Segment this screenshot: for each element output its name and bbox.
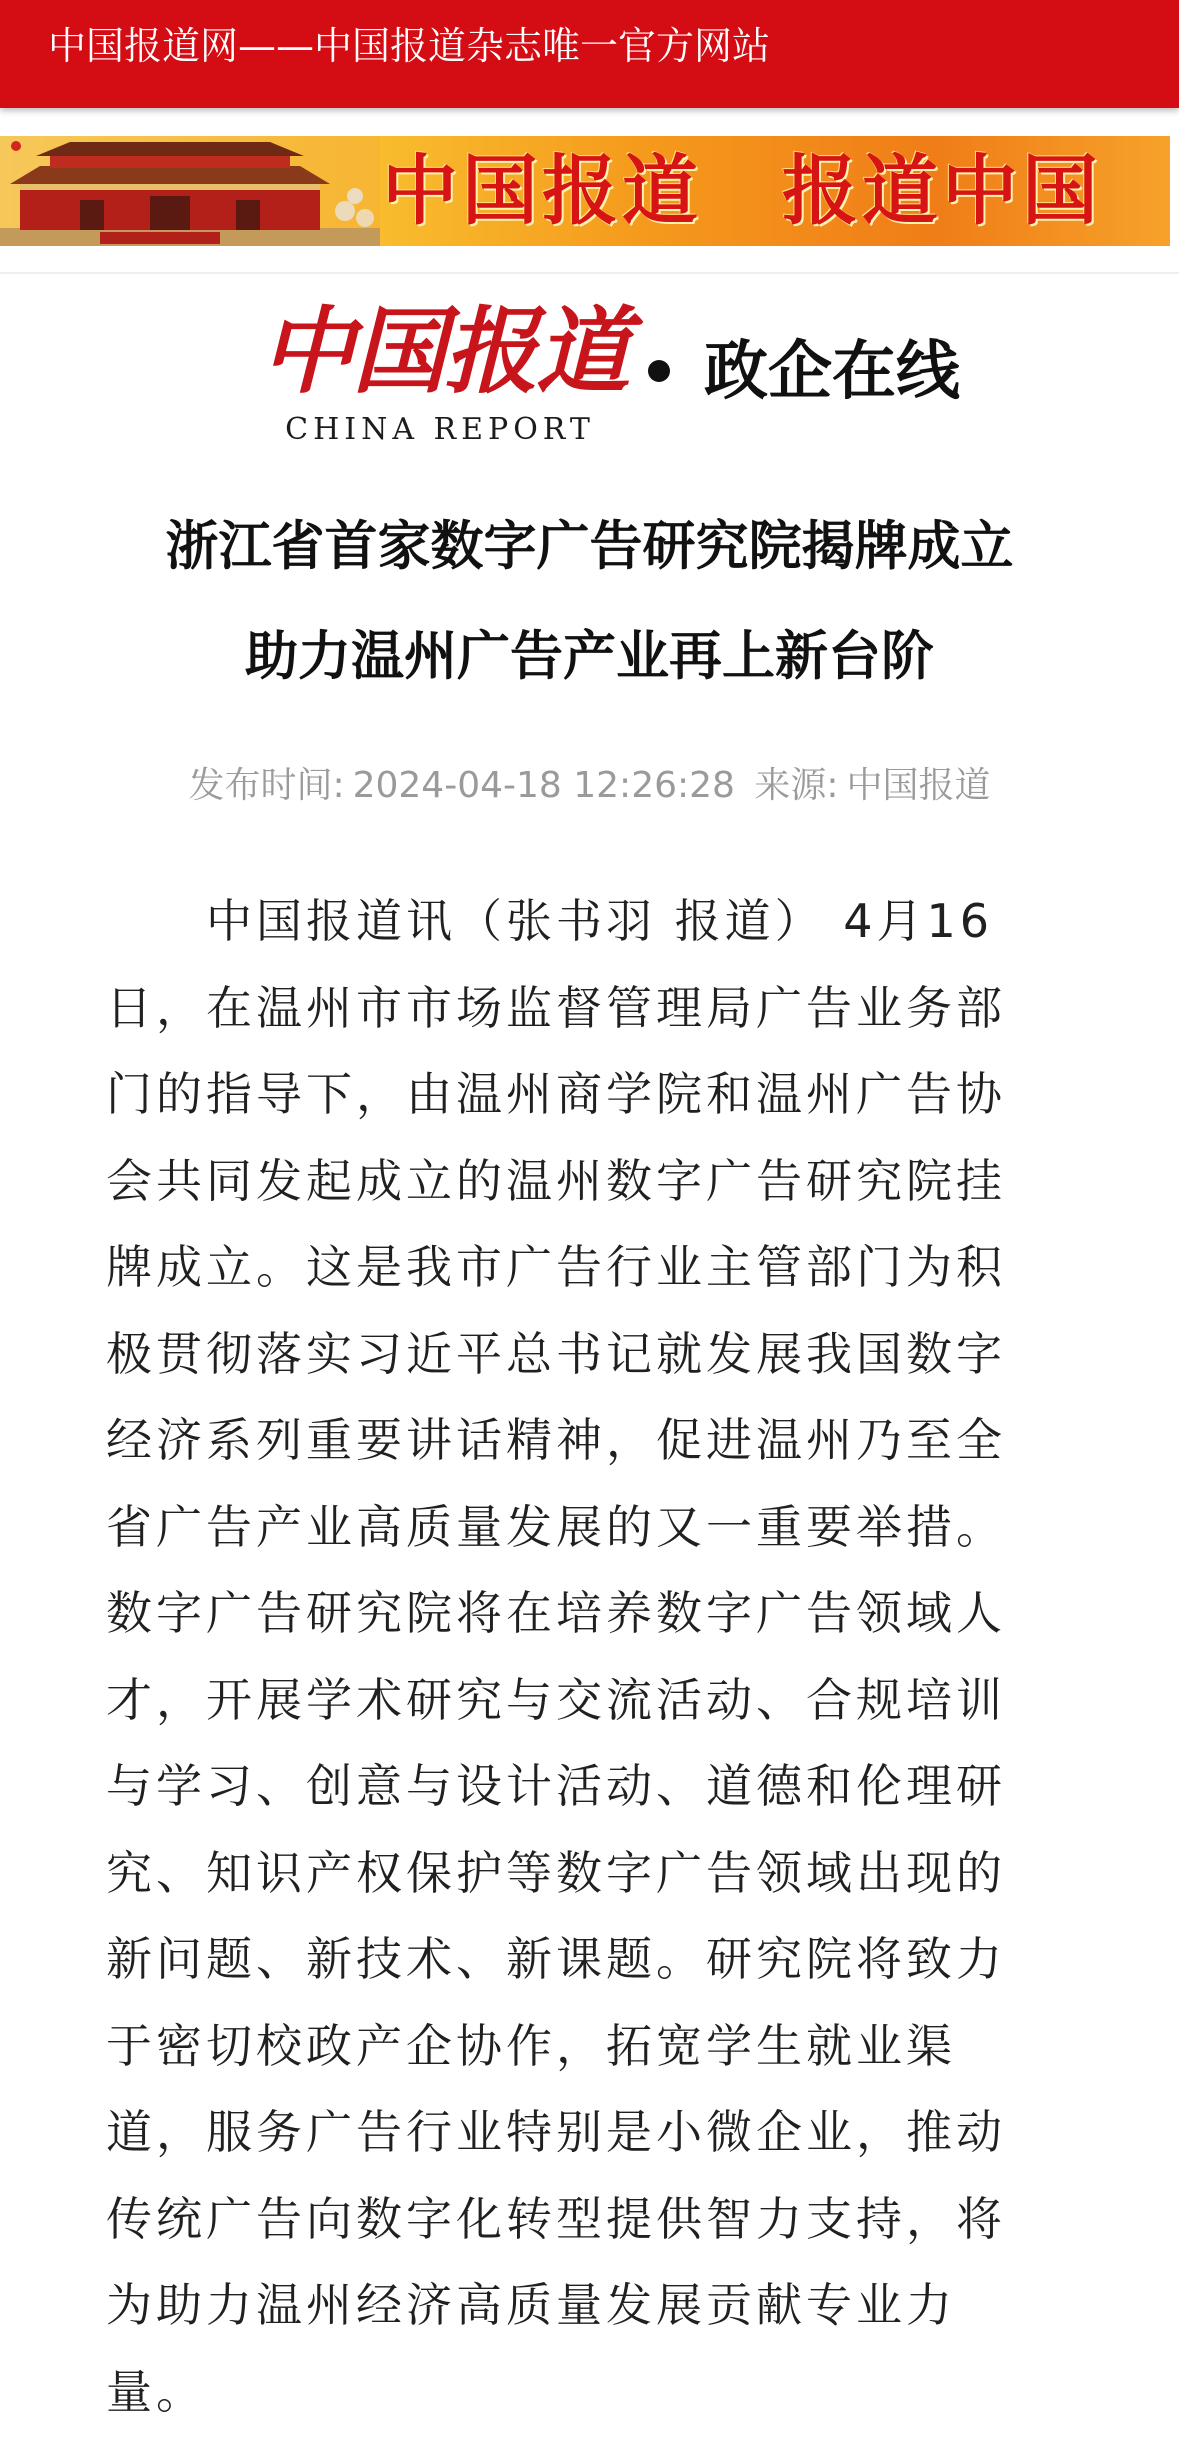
- body-line: 于密切校政产企协作，拓宽学生就业渠: [106, 2018, 956, 2073]
- body-line: 量。: [106, 2364, 206, 2419]
- body-line: 会共同发起成立的温州数字广告研究院挂: [106, 1153, 1006, 1208]
- body-line: 道，服务广告行业特别是小微企业，推动: [106, 2105, 1006, 2159]
- article-title-line-1: 浙江省首家数字广告研究院揭牌成立: [165, 516, 1014, 577]
- body-line: 日，在温州市市场监督管理局广告业务部: [106, 980, 1006, 1035]
- publish-time-label: 发布时间:: [188, 765, 345, 806]
- body-line: 新问题、新技术、新课题。研究院将致力: [106, 1932, 1006, 1986]
- section-divider: [0, 272, 1179, 274]
- brand-logo-block[interactable]: [260, 297, 960, 458]
- source-name: 中国报道: [846, 765, 991, 806]
- source-label: 来源:: [754, 765, 839, 806]
- body-line: 数字广告研究院将在培养数字广告领域人: [106, 1586, 1006, 1640]
- body-line: 传统广告向数字化转型提供智力支持，将: [106, 2191, 1006, 2246]
- article-meta: [0, 756, 1179, 816]
- article-body: [106, 878, 1066, 2435]
- site-title[interactable]: 中国报道网——中国报道杂志唯一官方网站: [48, 24, 771, 68]
- publish-time: 2024-04-18 12:26:28: [352, 765, 735, 806]
- body-line: 为助力温州经济高质量发展贡献专业力: [106, 2278, 956, 2332]
- body-line: 省广告产业高质量发展的又一重要举措。: [106, 1499, 1006, 1554]
- body-line: 与学习、创意与设计活动、道德和伦理研: [106, 1759, 1006, 1813]
- article-paragraph: [106, 878, 1066, 2435]
- brand-section-name: 政企在线: [704, 335, 960, 409]
- body-line: 极贯彻落实习近平总书记就发展我国数字: [106, 1326, 1006, 1381]
- bullet-dot-icon: [648, 360, 670, 382]
- body-line: 经济系列重要讲话精神，促进温州乃至全: [106, 1413, 1006, 1467]
- article-title: [0, 492, 1179, 712]
- brand-logo-en: CHINA REPORT: [285, 412, 595, 447]
- body-line: 中国报道讯（张书羽 报道） 4月16: [106, 894, 994, 948]
- body-line: 才，开展学术研究与交流活动、合规培训: [106, 1672, 1006, 1727]
- body-line: 牌成立。这是我市广告行业主管部门为积: [106, 1240, 1006, 1294]
- brand-logo-cn: 中国报道: [260, 297, 629, 407]
- banner-slogan-left: 中国报道: [382, 146, 702, 235]
- promo-banner[interactable]: [0, 136, 1170, 246]
- article-title-line-2: 助力温州广告产业再上新台阶: [245, 626, 934, 687]
- banner-slogan-right: 报道中国: [782, 146, 1102, 235]
- body-line: 究、知识产权保护等数字广告领域出现的: [106, 1845, 1006, 1900]
- site-header-bar: [0, 0, 1179, 108]
- tiananmen-gate-icon: [0, 136, 380, 246]
- body-line: 门的指导下，由温州商学院和温州广告协: [106, 1067, 1006, 1121]
